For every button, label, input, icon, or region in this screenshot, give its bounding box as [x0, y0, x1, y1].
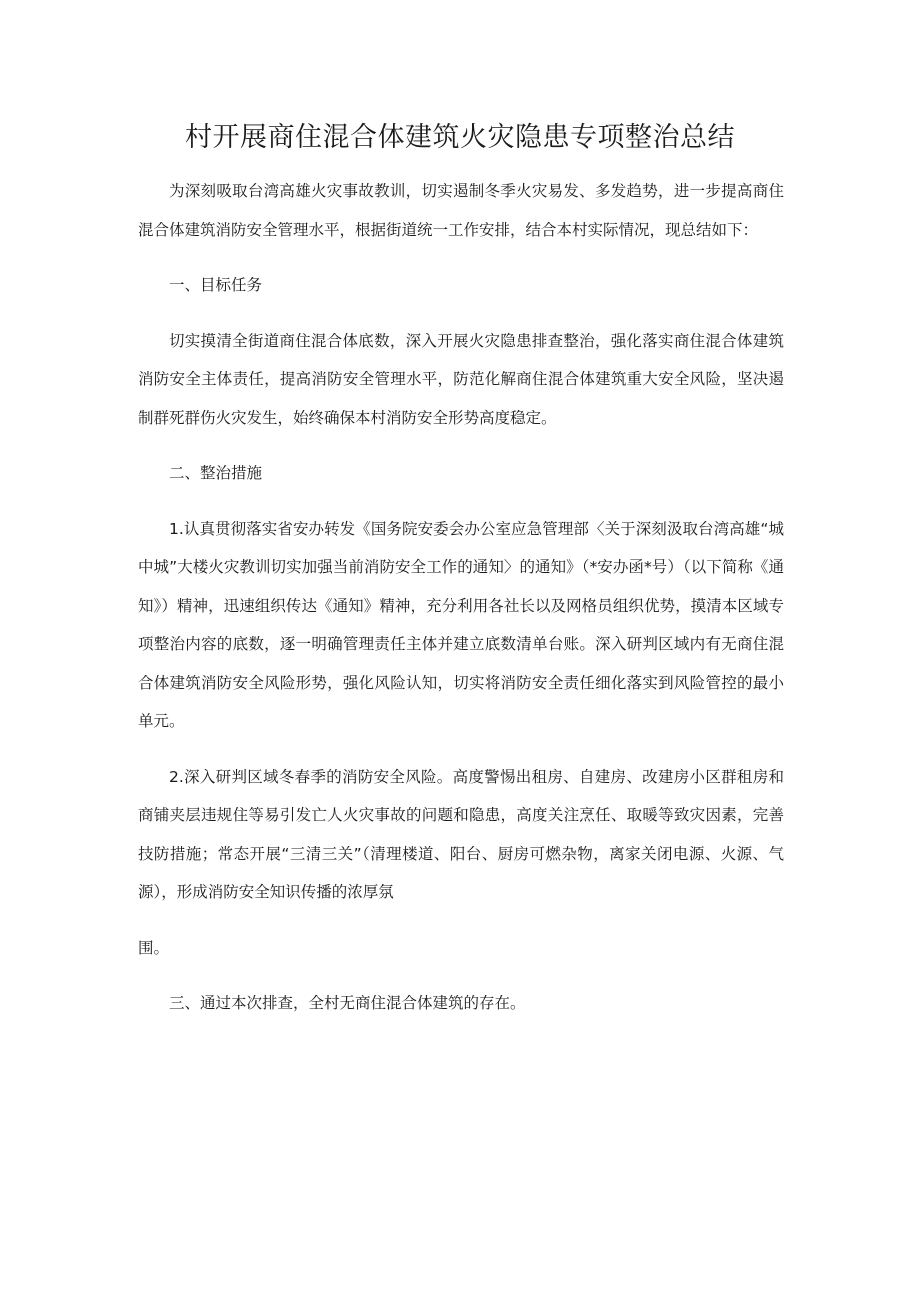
section-heading-measures: 二、整治措施: [169, 464, 263, 482]
measure-2-paragraph: 2.深入研判区域冬春季的消防安全风险。高度警惕出租房、自建房、改建房小区群租房和商铺夹层违规住等易引发亡人火灾事故的问题和隐患，高度关注烹任、取暖等致灾因素，完善技防措施；常态开展“三清三关”（清理楼道、阳台、厨房可燃杂物，离家关闭电源、火源、气源），形成消防安全知识传播的浓厚氛: [138, 767, 784, 901]
intro-paragraph: 为深刻吸取台湾高雄火灾事故教训，切实遏制冬季火灾易发、多发趋势，进一步提高商住混合体建筑消防安全管理水平，根据街道统一工作安排，结合本村实际情况，现总结如下：: [138, 182, 784, 239]
document-body: [138, 172, 784, 1023]
measure-1-paragraph: 1.认真贯彻落实省安办转发《国务院安委会办公室应急管理部〈关于深刻汲取台湾高雄“城中城”大楼火灾教训切实加强当前消防安全工作的通知〉的通知》（*安办函*号）（以下简称《通知》）精神，迅速组织传达《通知》精神，充分利用各社长以及网格员组织优势，摸清本区域专项整治内容的底数，逐一明确管理责任主体并建立底数清单台账。深入研判区域内有无商住混合体建筑消防安全风险形势，强化风险认知，切实将消防安全责任细化落实到风险管控的最小单元。: [138, 519, 784, 730]
section-conclusion: 三、通过本次排查，全村无商住混合体建筑的存在。: [169, 994, 526, 1012]
measure-2-tail: 围。: [138, 938, 170, 957]
goals-paragraph: 切实摸清全街道商住混合体底数，深入开展火灾隐患排查整治，强化落实商住混合体建筑消防安全主体责任，提高消防安全管理水平，防范化解商住混合体建筑重大安全风险，坚决遏制群死群伤火灾发生，始终确保本村消防安全形势高度稳定。: [138, 331, 784, 427]
section-heading-goals: 一、目标任务: [169, 276, 263, 294]
document-title: 村开展商住混合体建筑火灾隐患专项整治总结: [185, 122, 735, 153]
